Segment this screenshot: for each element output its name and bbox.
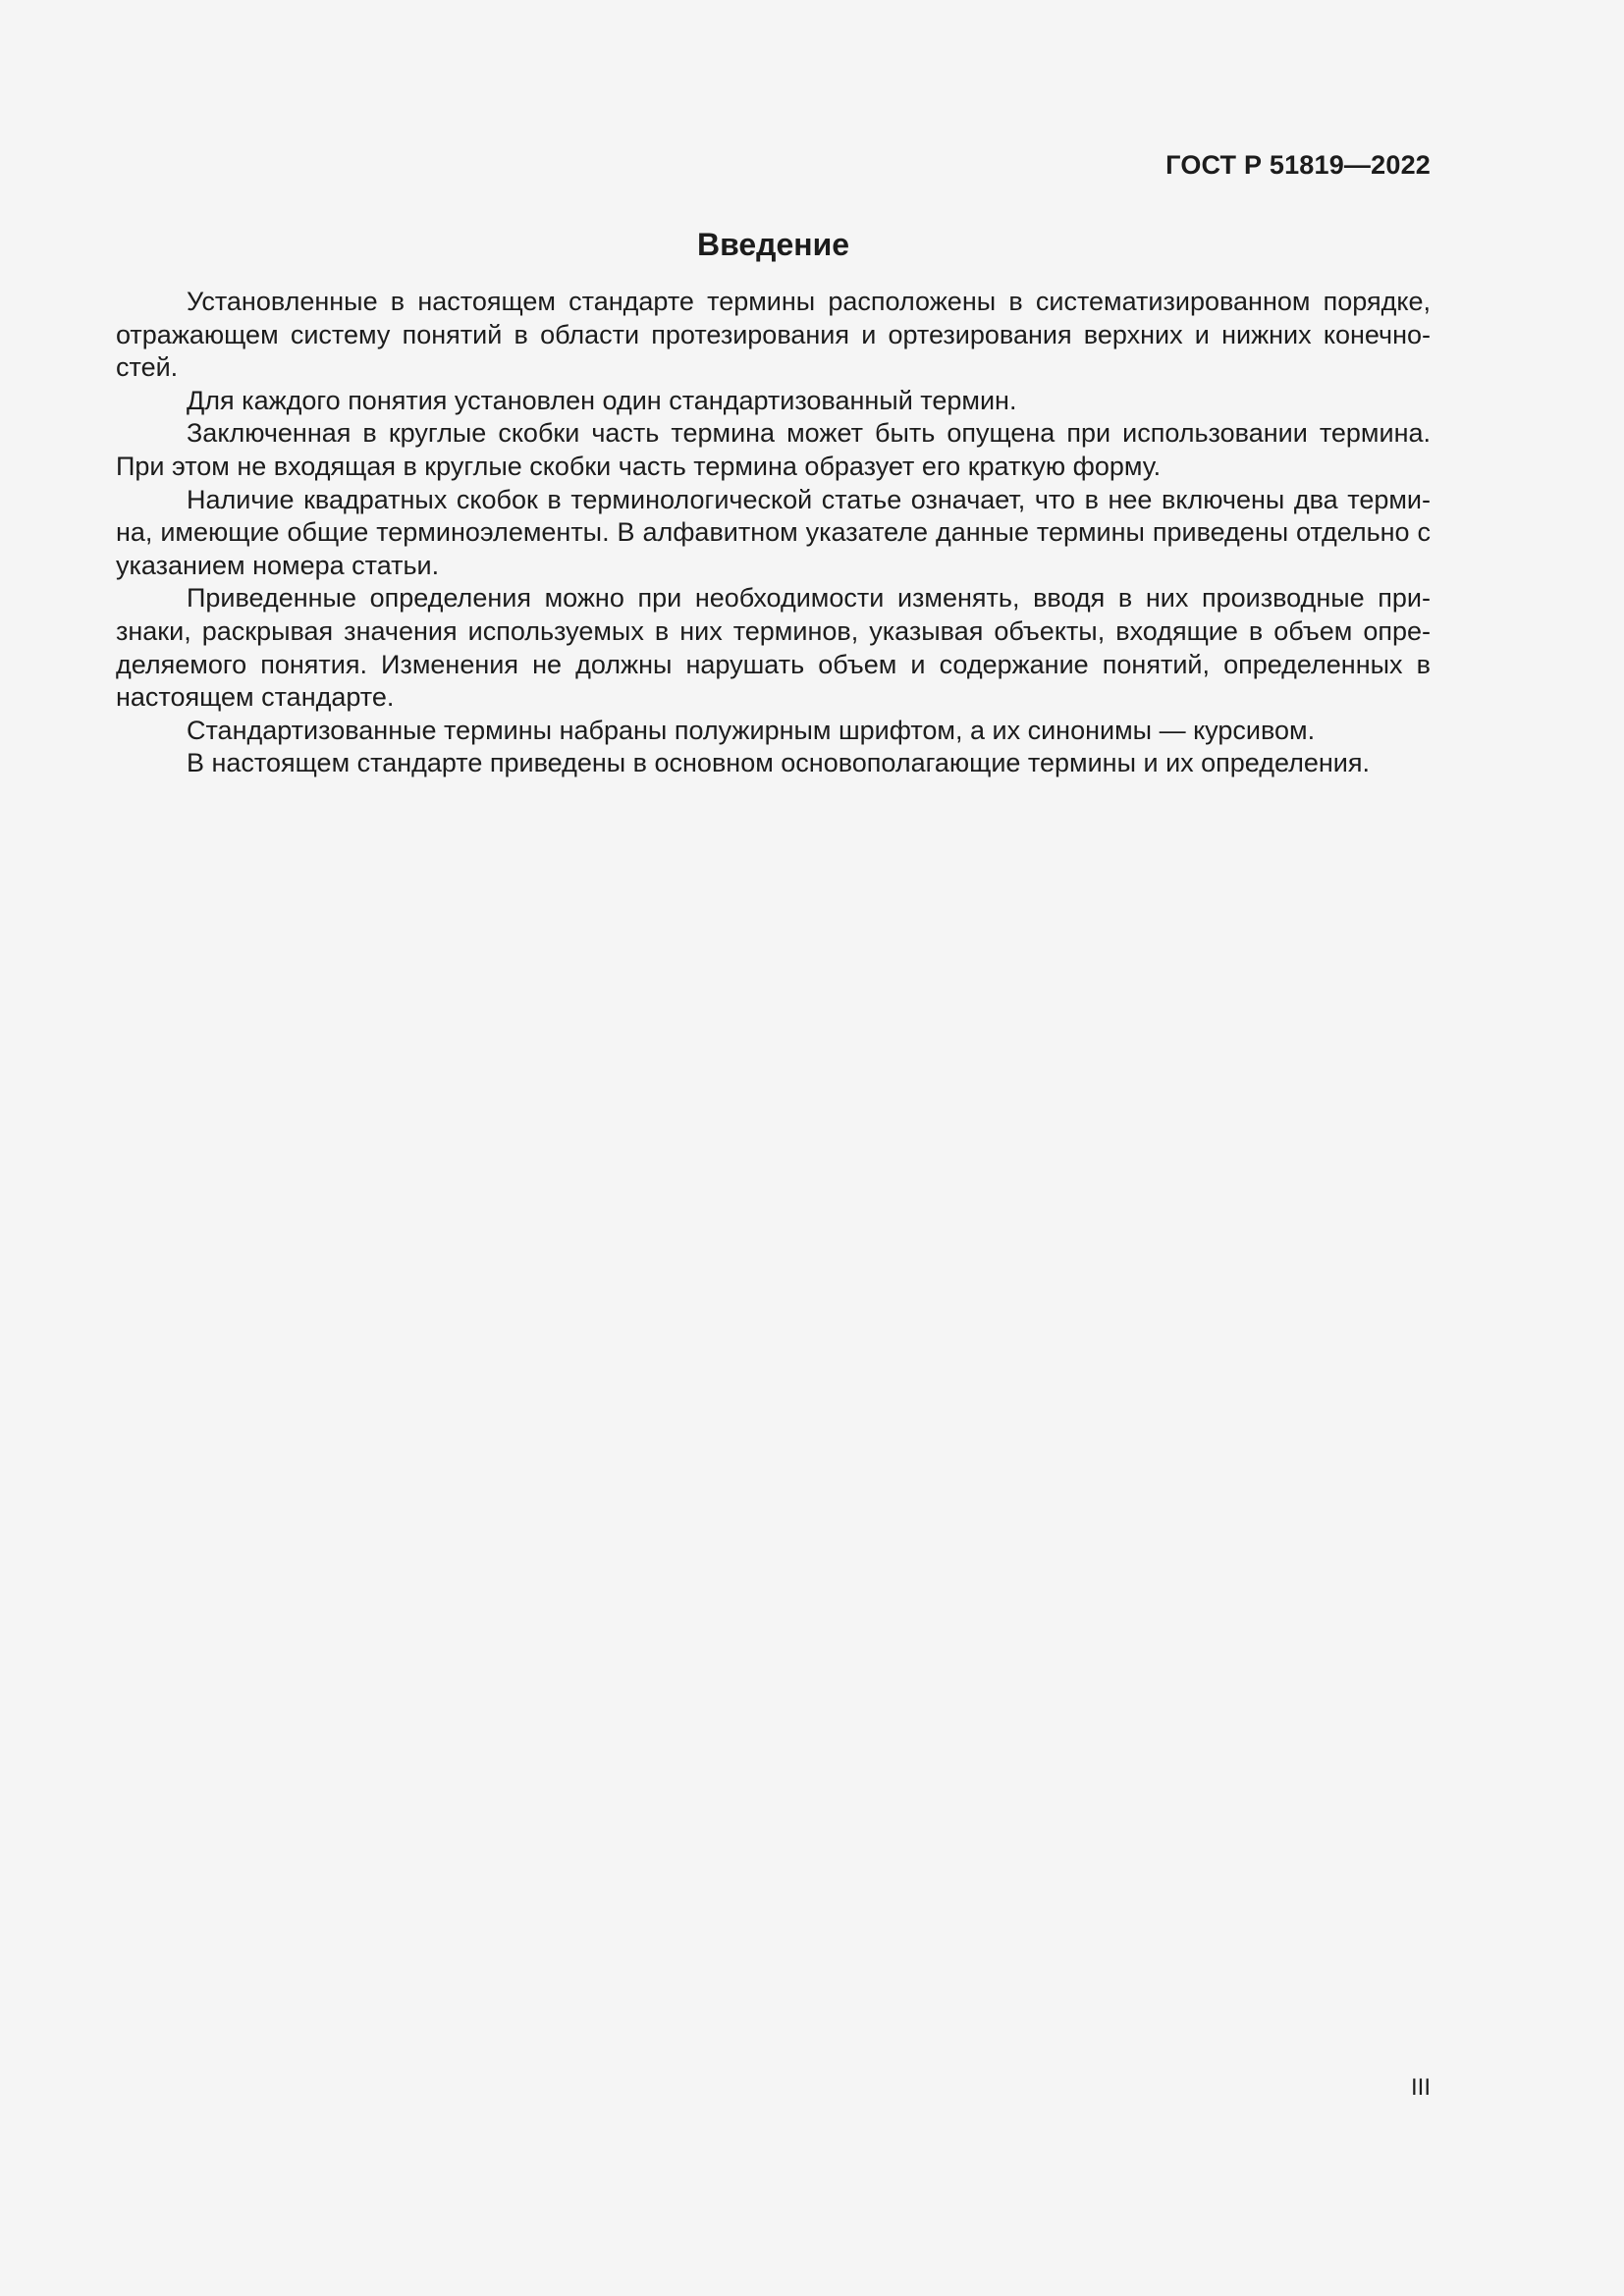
page-number: III xyxy=(1410,2074,1431,2101)
document-code: ГОСТ Р 51819—2022 xyxy=(1165,150,1431,180)
paragraph: В настоящем стандарте приведены в основном основополагающие термины и их определения. xyxy=(187,748,1370,778)
paragraph: Заключенная в круглые скобки часть термина может быть опущена при использовании термина. При этом не входящая в круглые скобки часть термина образует его краткую форму. xyxy=(116,418,1431,481)
section-title: Введение xyxy=(696,227,850,262)
paragraph: Наличие квадратных скобок в терминологической статье означает, что в нее включены два термина, имеющие общие терминоэлементы. В алфавитном указателе данные термины приведены отдельно с указанием номера статьи. xyxy=(116,484,1431,580)
section-body xyxy=(116,286,1431,780)
paragraph: Для каждого понятия установлен один стандартизованный термин. xyxy=(187,385,1017,415)
paragraph: Установленные в настоящем стандарте термины расположены в систематизированном порядке, отражающем систему понятий в области протезирования и ортезирования верхних и нижних конечностей. xyxy=(116,287,1431,383)
paragraph: Приведенные определения можно при необходимости изменять, вводя в них производные признаки, раскрывая значения используемых в них терминов, указывая объекты, входящие в объем определяемого понятия. Изменения не должны нарушать объем и содержание понятий, определенных в настоящем стандарте. xyxy=(116,583,1431,713)
paragraph: Стандартизованные термины набраны полужирным шрифтом, а их синонимы — курсивом. xyxy=(187,715,1316,745)
